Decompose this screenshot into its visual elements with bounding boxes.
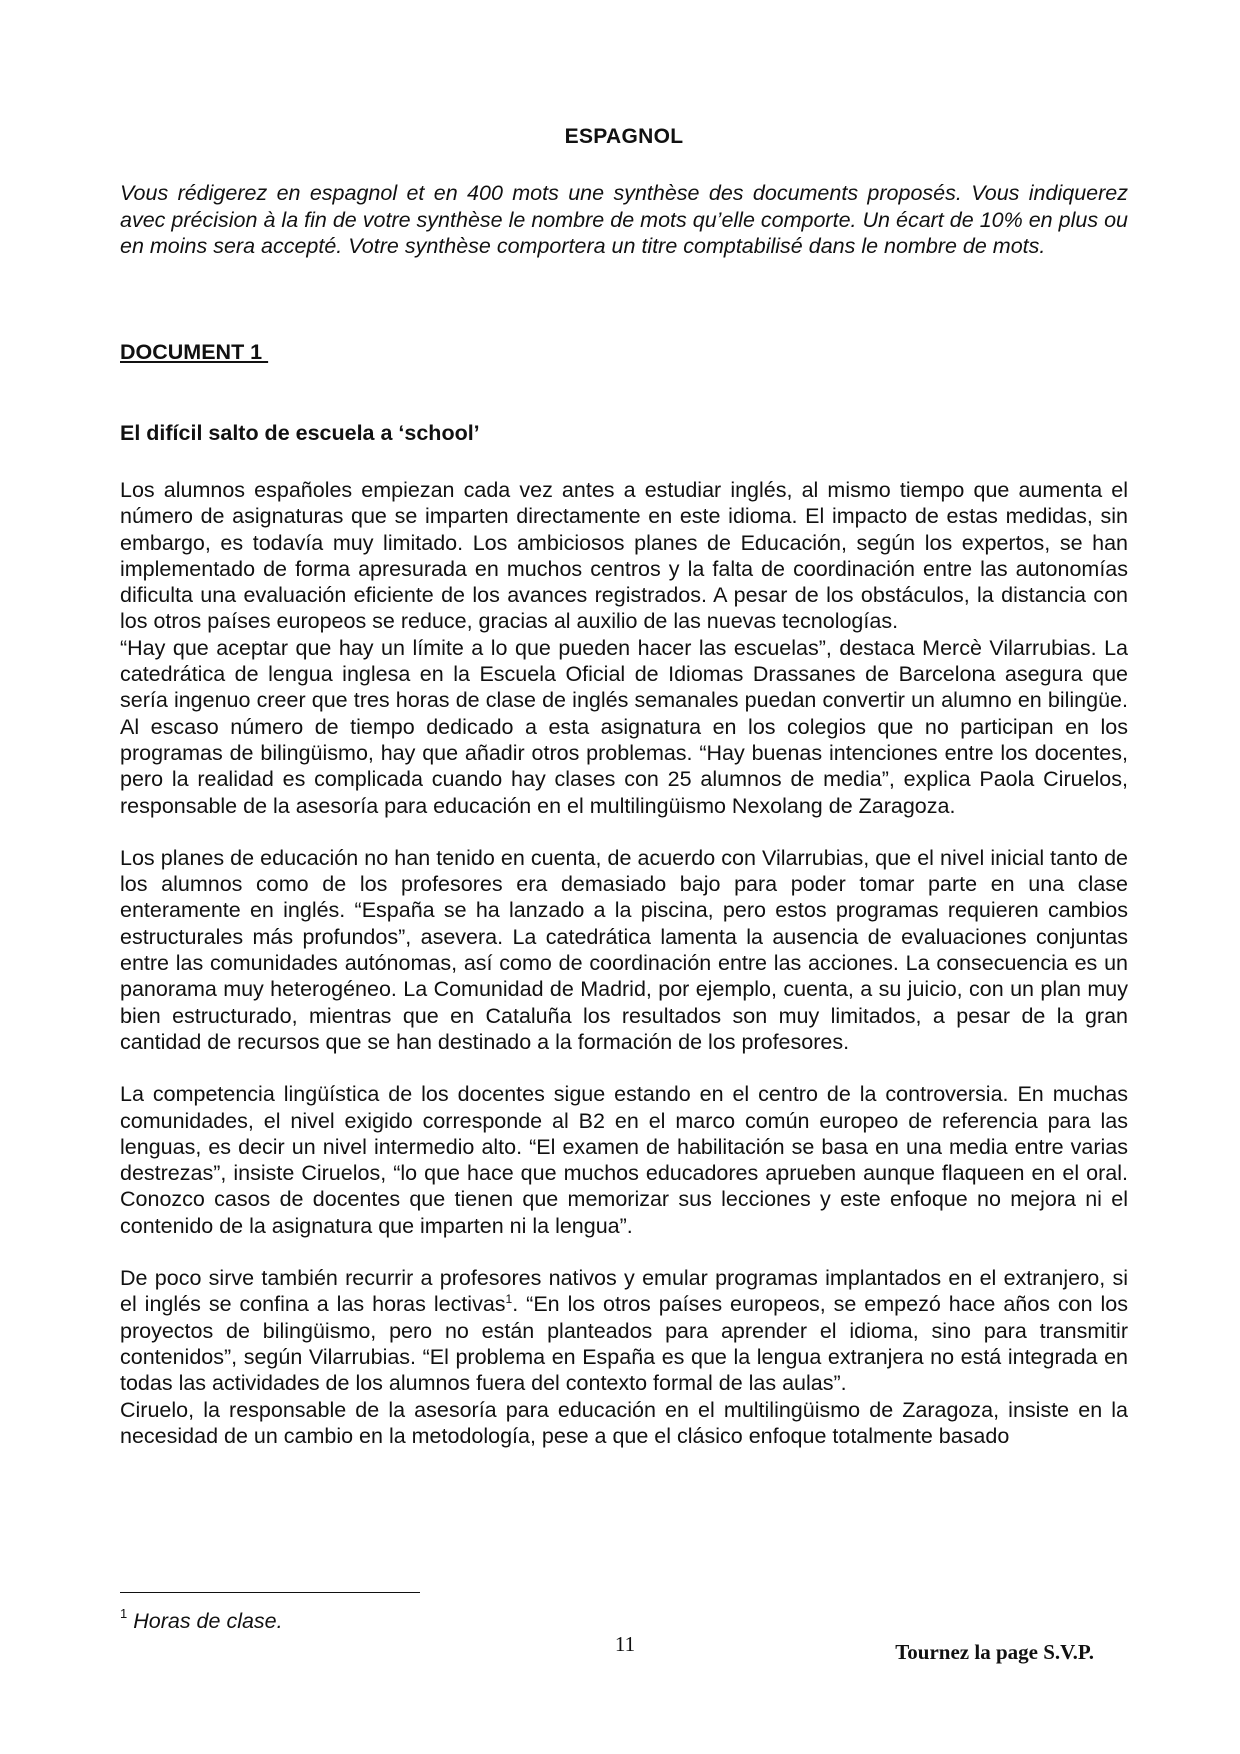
- document-page: [120, 0, 1128, 1754]
- article-body: [120, 477, 1128, 1449]
- article-paragraph-5: [120, 1265, 1128, 1396]
- turn-page-note: Tournez la page S.V.P.: [895, 1640, 1094, 1664]
- paragraph-5-text-a: De poco sirve también recurrir a profesores nativos y emular programas implantados en el extranjero, si el inglés se confina a las horas lectivas: [120, 1266, 1128, 1317]
- article-paragraph-4: La competencia lingüística de los docentes sigue estando en el centro de la controversia. En muchas comunidades, el nivel exigido corresponde al B2 en el marco común europeo de referencia para las lenguas, es decir un nivel intermedio alto. “El examen de habilitación se basa en una media entre varias destrezas”, insiste Ciruelos, “lo que hace que muchos educadores aprueben aunque flaqueen en el oral. Conozco casos de docentes que tienen que memorizar sus lecciones y este enfoque no mejora ni el contenido de la asignatura que imparten ni la lengua”.: [120, 1082, 1128, 1238]
- footnote: [120, 1606, 283, 1634]
- article-paragraph-2: “Hay que aceptar que hay un límite a lo que pueden hacer las escuelas”, destaca Mercè Vilarrubias. La catedrática de lengua inglesa en la Escuela Oficial de Idiomas Drassanes de Barcelona asegura que sería ingenuo creer que tres horas de clase de inglés semanales puedan convertir un alumno en bilingüe. Al escaso número de tiempo dedicado a esta asignatura en los colegios que no participan en los programas de bilingüismo, hay que añadir otros problemas. “Hay buenas intenciones entre los docentes, pero la realidad es complicada cuando hay clases con 25 alumnos de media”, explica Paola Ciruelos, responsable de la asesoría para educación en el multilingüismo Nexolang de Zaragoza.: [120, 635, 1128, 818]
- article-paragraph-1: Los alumnos españoles empiezan cada vez antes a estudiar inglés, al mismo tiempo que aumenta el número de asignaturas que se imparten directamente en este idioma. El impacto de estas medidas, sin embargo, es todavía muy limitado. Los ambiciosos planes de Educación, según los expertos, se han implementado de forma apresurada en muchos centros y la falta de coordinación entre las autonomías dificulta una evaluación eficiente de los avances registrados. A pesar de los obstáculos, la distancia con los otros países europeos se reduce, gracias al auxilio de las nuevas tecnologías.: [120, 478, 1128, 634]
- footnote-number: 1: [120, 1606, 128, 1621]
- document-label: DOCUMENT 1: [120, 340, 269, 364]
- page-number: 11: [614, 1632, 636, 1656]
- article-paragraph-3: Los planes de educación no han tenido en cuenta, de acuerdo con Vilarrubias, que el nivel inicial tanto de los alumnos como de los profesores era demasiado bajo para poder tomar parte en una clase enteramente en inglés. “España se ha lanzado a la piscina, pero estos programas requieren cambios estructurales más profundos”, asevera. La catedrática lamenta la ausencia de evaluaciones conjuntas entre las comunidades autónomas, así como de coordinación entre las acciones. La consecuencia es un panorama muy heterogéneo. La Comunidad de Madrid, por ejemplo, cuenta, a su juicio, con un plan muy bien estructurado, mientras que en Cataluña los resultados son muy limitados, a pesar de la gran cantidad de recursos que se han destinado a la formación de los profesores.: [120, 845, 1128, 1054]
- footnote-text: Horas de clase.: [133, 1609, 283, 1633]
- footnote-divider: [120, 1592, 420, 1593]
- article-paragraph-6: Ciruelo, la responsable de la asesoría para educación en el multilingüismo de Zaragoza, insiste en la necesidad de un cambio en la metodología, pese a que el clásico enfoque totalmente basado: [120, 1397, 1128, 1448]
- article-title: El difícil salto de escuela a ‘school’: [120, 421, 480, 445]
- instructions-text: Vous rédigerez en espagnol et en 400 mots une synthèse des documents proposés. Vous indiquerez avec précision à la fin de votre synthèse le nombre de mots qu’elle comporte. Un écart de 10% en plus ou en moins sera accepté. Votre synthèse comportera un titre comptabilisé dans le nombre de mots.: [120, 181, 1128, 258]
- page-title: ESPAGNOL: [564, 125, 684, 148]
- footnote-reference: 1: [505, 1292, 513, 1307]
- paragraph-5-text-b: . “En los otros países europeos, se empezó hace años con los proyectos de bilingüismo, pero no están planteados para aprender el idioma, sino para transmitir contenidos”, según Vilarrubias. “El problema en España es que la lengua extranjera no está integrada en todas las actividades de los alumnos fuera del contexto formal de las aulas”.: [120, 1292, 1128, 1396]
